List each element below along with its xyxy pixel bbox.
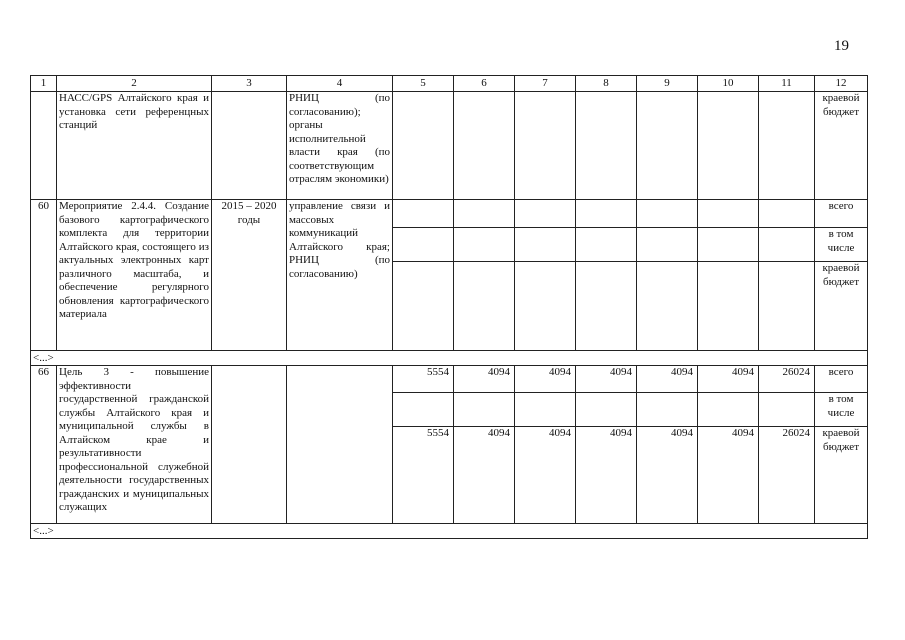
header-cell: 12 (815, 76, 868, 92)
value-cell (637, 228, 698, 262)
value-cell (637, 393, 698, 427)
header-cell: 3 (212, 76, 287, 92)
value-cell: 4094 (515, 366, 576, 393)
value-cell (698, 262, 759, 351)
value-cell (759, 262, 815, 351)
value-cell: 4094 (576, 366, 637, 393)
header-cell: 5 (393, 76, 454, 92)
value-cell (515, 393, 576, 427)
funding-source-cell: всего (815, 366, 868, 393)
value-cell (759, 200, 815, 228)
value-cell (393, 200, 454, 228)
header-cell: 2 (57, 76, 212, 92)
value-cell (637, 200, 698, 228)
value-cell (698, 200, 759, 228)
value-cell (454, 262, 515, 351)
value-cell (454, 393, 515, 427)
header-cell: 6 (454, 76, 515, 92)
value-cell (759, 92, 815, 200)
row-number-cell: 66 (31, 366, 57, 524)
value-cell (576, 262, 637, 351)
value-cell (515, 92, 576, 200)
omission-marker: <...> (31, 351, 868, 366)
value-cell: 4094 (637, 366, 698, 393)
value-cell (393, 228, 454, 262)
header-cell: 4 (287, 76, 393, 92)
responsible-cell: управление связи и массовых коммуникаций Алтайского края; РНИЦ (по согласованию) (287, 200, 393, 351)
description-cell: Цель 3 - повышение эффективности государственной гражданской службы Алтайского края и муниципальной службы в Алтайском крае и результативности профессиональной служебной деятельности государственных гражданских и муниципальных служащих (57, 366, 212, 524)
header-cell: 7 (515, 76, 576, 92)
value-cell (698, 393, 759, 427)
value-cell (637, 262, 698, 351)
header-cell: 10 (698, 76, 759, 92)
value-cell: 4094 (454, 366, 515, 393)
value-cell (576, 228, 637, 262)
header-cell: 11 (759, 76, 815, 92)
value-cell: 4094 (698, 427, 759, 524)
ellipsis-row (31, 351, 868, 366)
value-cell: 5554 (393, 366, 454, 393)
ellipsis-row (31, 524, 868, 539)
value-cell (698, 228, 759, 262)
program-table (30, 75, 868, 539)
header-cell: 8 (576, 76, 637, 92)
header-cell: 9 (637, 76, 698, 92)
value-cell (576, 393, 637, 427)
description-cell: НАСС/GPS Алтайского края и установка сети референцных станций (57, 92, 212, 200)
funding-source-cell: краевой бюджет (815, 262, 868, 351)
value-cell: 4094 (698, 366, 759, 393)
period-cell (212, 92, 287, 200)
header-row (31, 76, 868, 92)
responsible-cell (287, 366, 393, 524)
value-cell: 4094 (576, 427, 637, 524)
value-cell: 26024 (759, 366, 815, 393)
row-number-cell: 60 (31, 200, 57, 351)
value-cell (454, 92, 515, 200)
value-cell (393, 92, 454, 200)
value-cell (454, 228, 515, 262)
row-number-cell (31, 92, 57, 200)
value-cell (393, 393, 454, 427)
value-cell: 4094 (515, 427, 576, 524)
value-cell (393, 262, 454, 351)
value-cell: 26024 (759, 427, 815, 524)
omission-marker: <...> (31, 524, 868, 539)
page-number: 19 (834, 38, 849, 54)
value-cell: 4094 (454, 427, 515, 524)
period-cell: 2015 – 2020 годы (212, 200, 287, 351)
value-cell (637, 92, 698, 200)
value-cell (576, 92, 637, 200)
table-row (31, 366, 868, 393)
header-cell: 1 (31, 76, 57, 92)
period-cell (212, 366, 287, 524)
value-cell (759, 393, 815, 427)
value-cell: 4094 (637, 427, 698, 524)
value-cell: 5554 (393, 427, 454, 524)
funding-source-cell: в том числе (815, 228, 868, 262)
value-cell (515, 228, 576, 262)
value-cell (576, 200, 637, 228)
value-cell (698, 92, 759, 200)
funding-source-cell: краевой бюджет (815, 92, 868, 200)
value-cell (454, 200, 515, 228)
value-cell (759, 228, 815, 262)
funding-source-cell: всего (815, 200, 868, 228)
responsible-cell: РНИЦ (по согласованию); органы исполнительной власти края (по соответствующим отраслям экономики) (287, 92, 393, 200)
value-cell (515, 200, 576, 228)
funding-source-cell: в том числе (815, 393, 868, 427)
funding-source-cell: краевой бюджет (815, 427, 868, 524)
table-row (31, 92, 868, 200)
value-cell (515, 262, 576, 351)
table-row (31, 200, 868, 228)
description-cell: Мероприятие 2.4.4. Создание базового картографического комплекта для территории Алтайского края, состоящего из актуальных электронных карт различного масштаба, и обеспечение регулярного обновления картографического материала (57, 200, 212, 351)
